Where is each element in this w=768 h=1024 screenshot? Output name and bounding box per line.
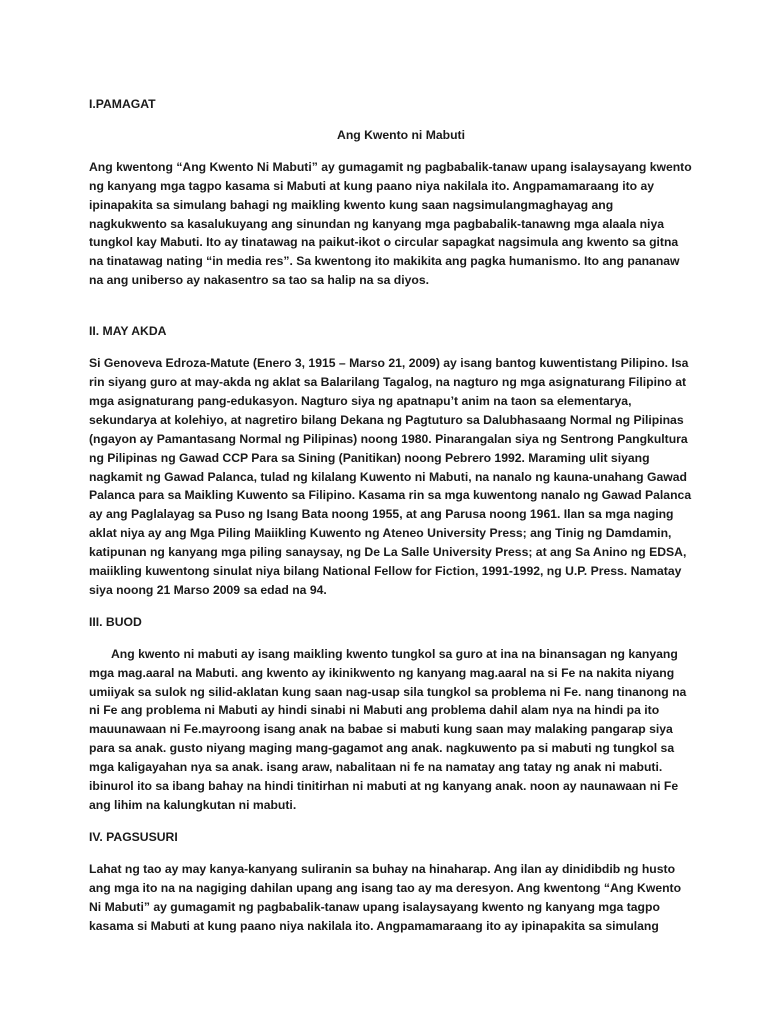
paragraph-buod: Ang kwento ni mabuti ay isang maikling kwento tungkol sa guro at ina na binansagan ng kanyang mga mag.aaral na Mabuti. ang kwento ay ikinikwento ng kanyang mag.aaral na si Fe na nakita niyang umiiyak sa sulok ng silid-aklatan kung saan nag-usap sila tungkol sa problema ni Fe. nang tinanong na ni Fe ang problema ni Mabuti ay hindi sinabi ni Mabuti ang problema dahil alam nya na hindi pa ito mauunawaan ni Fe.mayroong isang anak na babae si mabuti kung saan may malaking pangarap siya para sa anak. gusto niyang maging mang-gagamot ang anak. nagkuwento pa si mabuti ng tungkol sa mga kaligayahan nya sa anak. isang araw, nabalitaan ni fe na namatay ang tatay ng anak ni mabuti. ibinurol ito sa ibang bahay na hindi tinitirhan ni mabuti at ng kanyang anak. noon ay naunawaan ni Fe ang lihim na kalungkutan ni mabuti. [89, 646, 687, 812]
document-content [89, 95, 693, 948]
section-heading-may-akda: II. MAY AKDA [89, 324, 167, 339]
section-heading-pamagat: I.PAMAGAT [89, 97, 156, 111]
paragraph-may-akda: Si Genoveva Edroza-Matute (Enero 3, 1915 – Marso 21, 2009) ay isang bantog kuwentistang Pilipino. Isa rin siyang guro at may-akda ng aklat sa Balarilang Tagalog, na nagturo ng mga asignaturang Filipino at mga asignaturang pang-edukasyon. Nagturo siya ng apatnapu’t anim na taon sa elementarya, sekundarya at kolehiyo, at nagretiro bilang Dekana ng Pagtuturo sa Dalubhasaang Normal ng Pilipinas (ngayon ay Pamantasang Normal ng Pilipinas) noong 1980. Pinarangalan siya ng Sentrong Pangkultura ng Pilipinas ng Gawad CCP Para sa Sining (Panitikan) noong Pebrero 1992. Maraming ulit siyang nagkamit ng Gawad Palanca, tulad ng kilalang Kuwento ni Mabuti, na nanalo ng kauna-unahang Gawad Palanca para sa Maikling Kuwento sa Filipino. Kasama rin sa mga kuwentong nanalo ng Gawad Palanca ay ang Paglalayag sa Puso ng Isang Bata noong 1955, at ang Parusa noong 1961. Ilan sa mga naging aklat niya ay ang Mga Piling Maiikling Kuwento ng Ateneo University Press; ang Tinig ng Damdamin, katipunan ng kanyang mga piling sanaysay, ng De La Salle University Press; at ang Sa Anino ng EDSA, maiikling kuwentong sinulat niya bilang National Fellow for Fiction, 1991-1992, ng U.P. Press. Namatay siya noong 21 Marso 2009 sa edad na 94. [89, 356, 692, 597]
document-title: Ang Kwento ni Mabuti [337, 127, 465, 142]
section-heading-buod: III. BUOD [89, 614, 142, 629]
paragraph-pamagat: Ang kwentong “Ang Kwento Ni Mabuti” ay gumagamit ng pagbabalik-tanaw upang isalaysayang kwento ng kanyang mga tagpo kasama si Mabuti at kung paano niya nakilala ito. Angpamamaraang ito ay ipinapakita sa simulang bahagi ng maikling kwento kung saan nagsimulangmaghayag ang nagkukwento sa kasalukuyang ang sinundan ng kanyang mga pagbabalik-tanawng mga alaala niya tungkol kay Mabuti. Ito ay tinatawag na paikut-ikot o circular sapagkat nagsimula ang kwento sa gitna na tinatawag nating “in media res”. Sa kwentong ito makikita ang pagka humanismo. Ito ang pananaw na ang uniberso ay nakasentro sa tao sa halip na sa diyos. [89, 159, 692, 288]
paragraph-pagsusuri: Lahat ng tao ay may kanya-kanyang suliranin sa buhay na hinaharap. Ang ilan ay dinidibdib ng husto ang mga ito na na nagiging dahilan upang ang isang tao ay ma deresyon. Ang kwentong “Ang Kwento Ni Mabuti” ay gumagamit ng pagbabalik-tanaw upang isalaysayang kwento ng kanyang mga tagpo kasama si Mabuti at kung paano niya nakilala ito. Angpamamaraang ito ay ipinapakita sa simulang [89, 861, 682, 933]
section-heading-pagsusuri: IV. PAGSUSURI [89, 829, 178, 844]
